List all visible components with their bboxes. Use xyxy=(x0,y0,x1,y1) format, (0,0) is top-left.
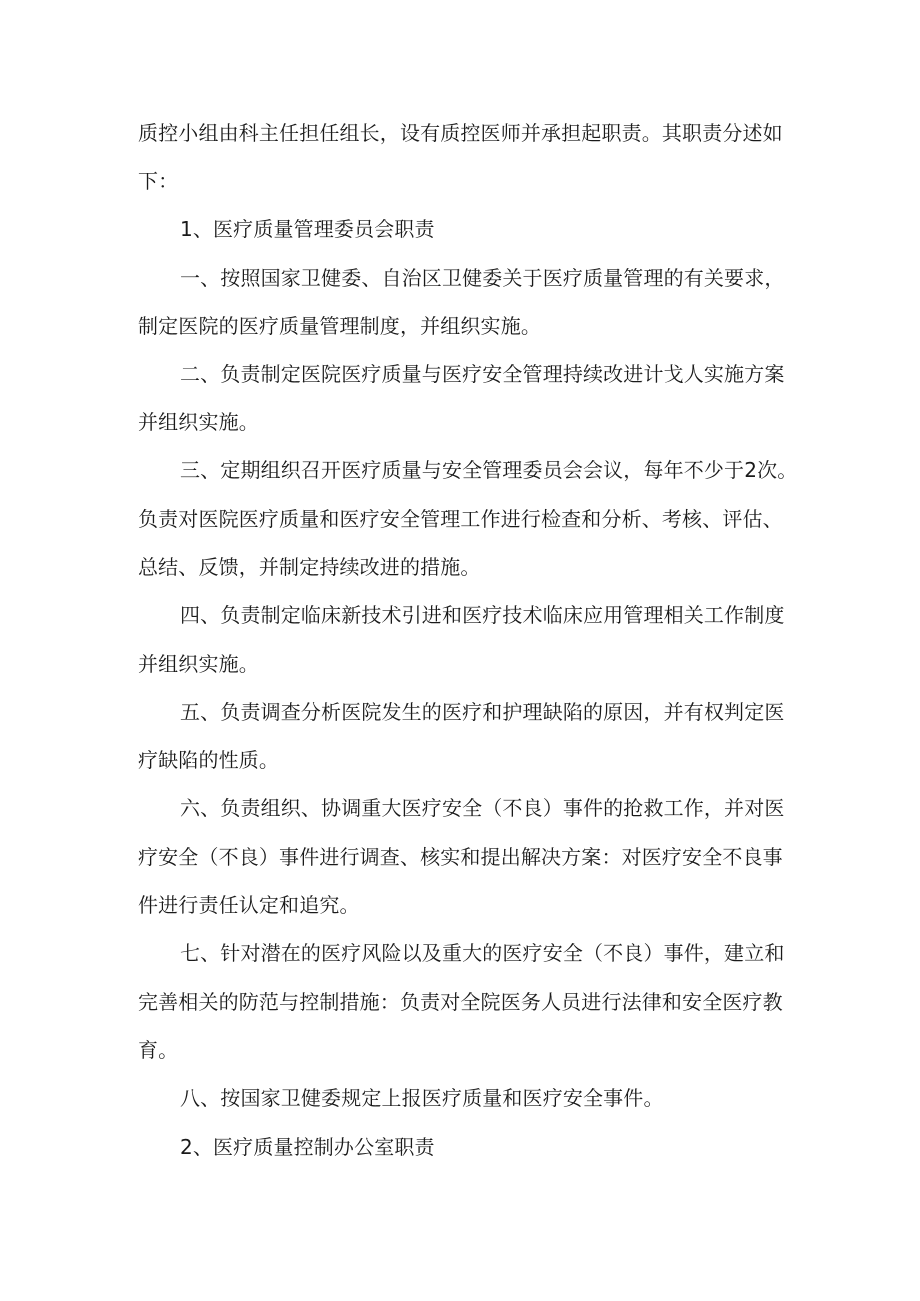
text-line: 二、负责制定医院医疗质量与医疗安全管理持续改进计戈人实施方案 xyxy=(180,362,785,386)
text-line: 疗缺陷的性质。 xyxy=(138,748,280,772)
text-line: 一、按照国家卫健委、自治区卫健委关于医疗质量管理的有关要求， xyxy=(180,266,785,290)
text-line: 四、负责制定临床新技术引进和医疗技术临床应用管理相关工作制度 xyxy=(180,603,785,627)
text-line: 负责对医院医疗质量和医疗安全管理工作进行检查和分析、考核、评估、 xyxy=(138,507,783,531)
text-line: 制定医院的医疗质量管理制度，并组织实施。 xyxy=(138,314,541,338)
text-line: 疗安全（不良）事件进行调查、核实和提出解决方案：对医疗安全不良事 xyxy=(138,845,783,869)
section-heading-1: 1、医疗质量管理委员会职责 xyxy=(180,217,435,241)
text-line: 三、定期组织召开医疗质量与安全管理委员会会议，每年不少于2次。 xyxy=(180,458,798,482)
text-line: 育。 xyxy=(138,1038,179,1062)
text-line: 完善相关的防范与控制措施：负责对全院医务人员进行法律和安全医疗教 xyxy=(138,990,783,1014)
text-line: 下： xyxy=(138,169,179,193)
section-heading-2: 2、医疗质量控制办公室职责 xyxy=(180,1135,435,1159)
text-line: 质控小组由科主任担任组长，设有质控医师并承担起职责。其职责分述如 xyxy=(138,121,783,145)
text-line: 并组织实施。 xyxy=(138,410,259,434)
text-line: 七、针对潜在的医疗风险以及重大的医疗安全（不良）事件，建立和 xyxy=(180,941,785,965)
text-line: 六、负责组织、协调重大医疗安全（不良）事件的抢救工作，并对医 xyxy=(180,796,785,820)
text-line: 八、按国家卫健委规定上报医疗质量和医疗安全事件。 xyxy=(180,1086,664,1110)
text-line: 并组织实施。 xyxy=(138,652,259,676)
text-line: 五、负责调查分析医院发生的医疗和护理缺陷的原因，并有权判定医 xyxy=(180,700,785,724)
text-line: 总结、反馈，并制定持续改进的措施。 xyxy=(138,555,481,579)
text-line: 件进行责任认定和追究。 xyxy=(138,893,360,917)
